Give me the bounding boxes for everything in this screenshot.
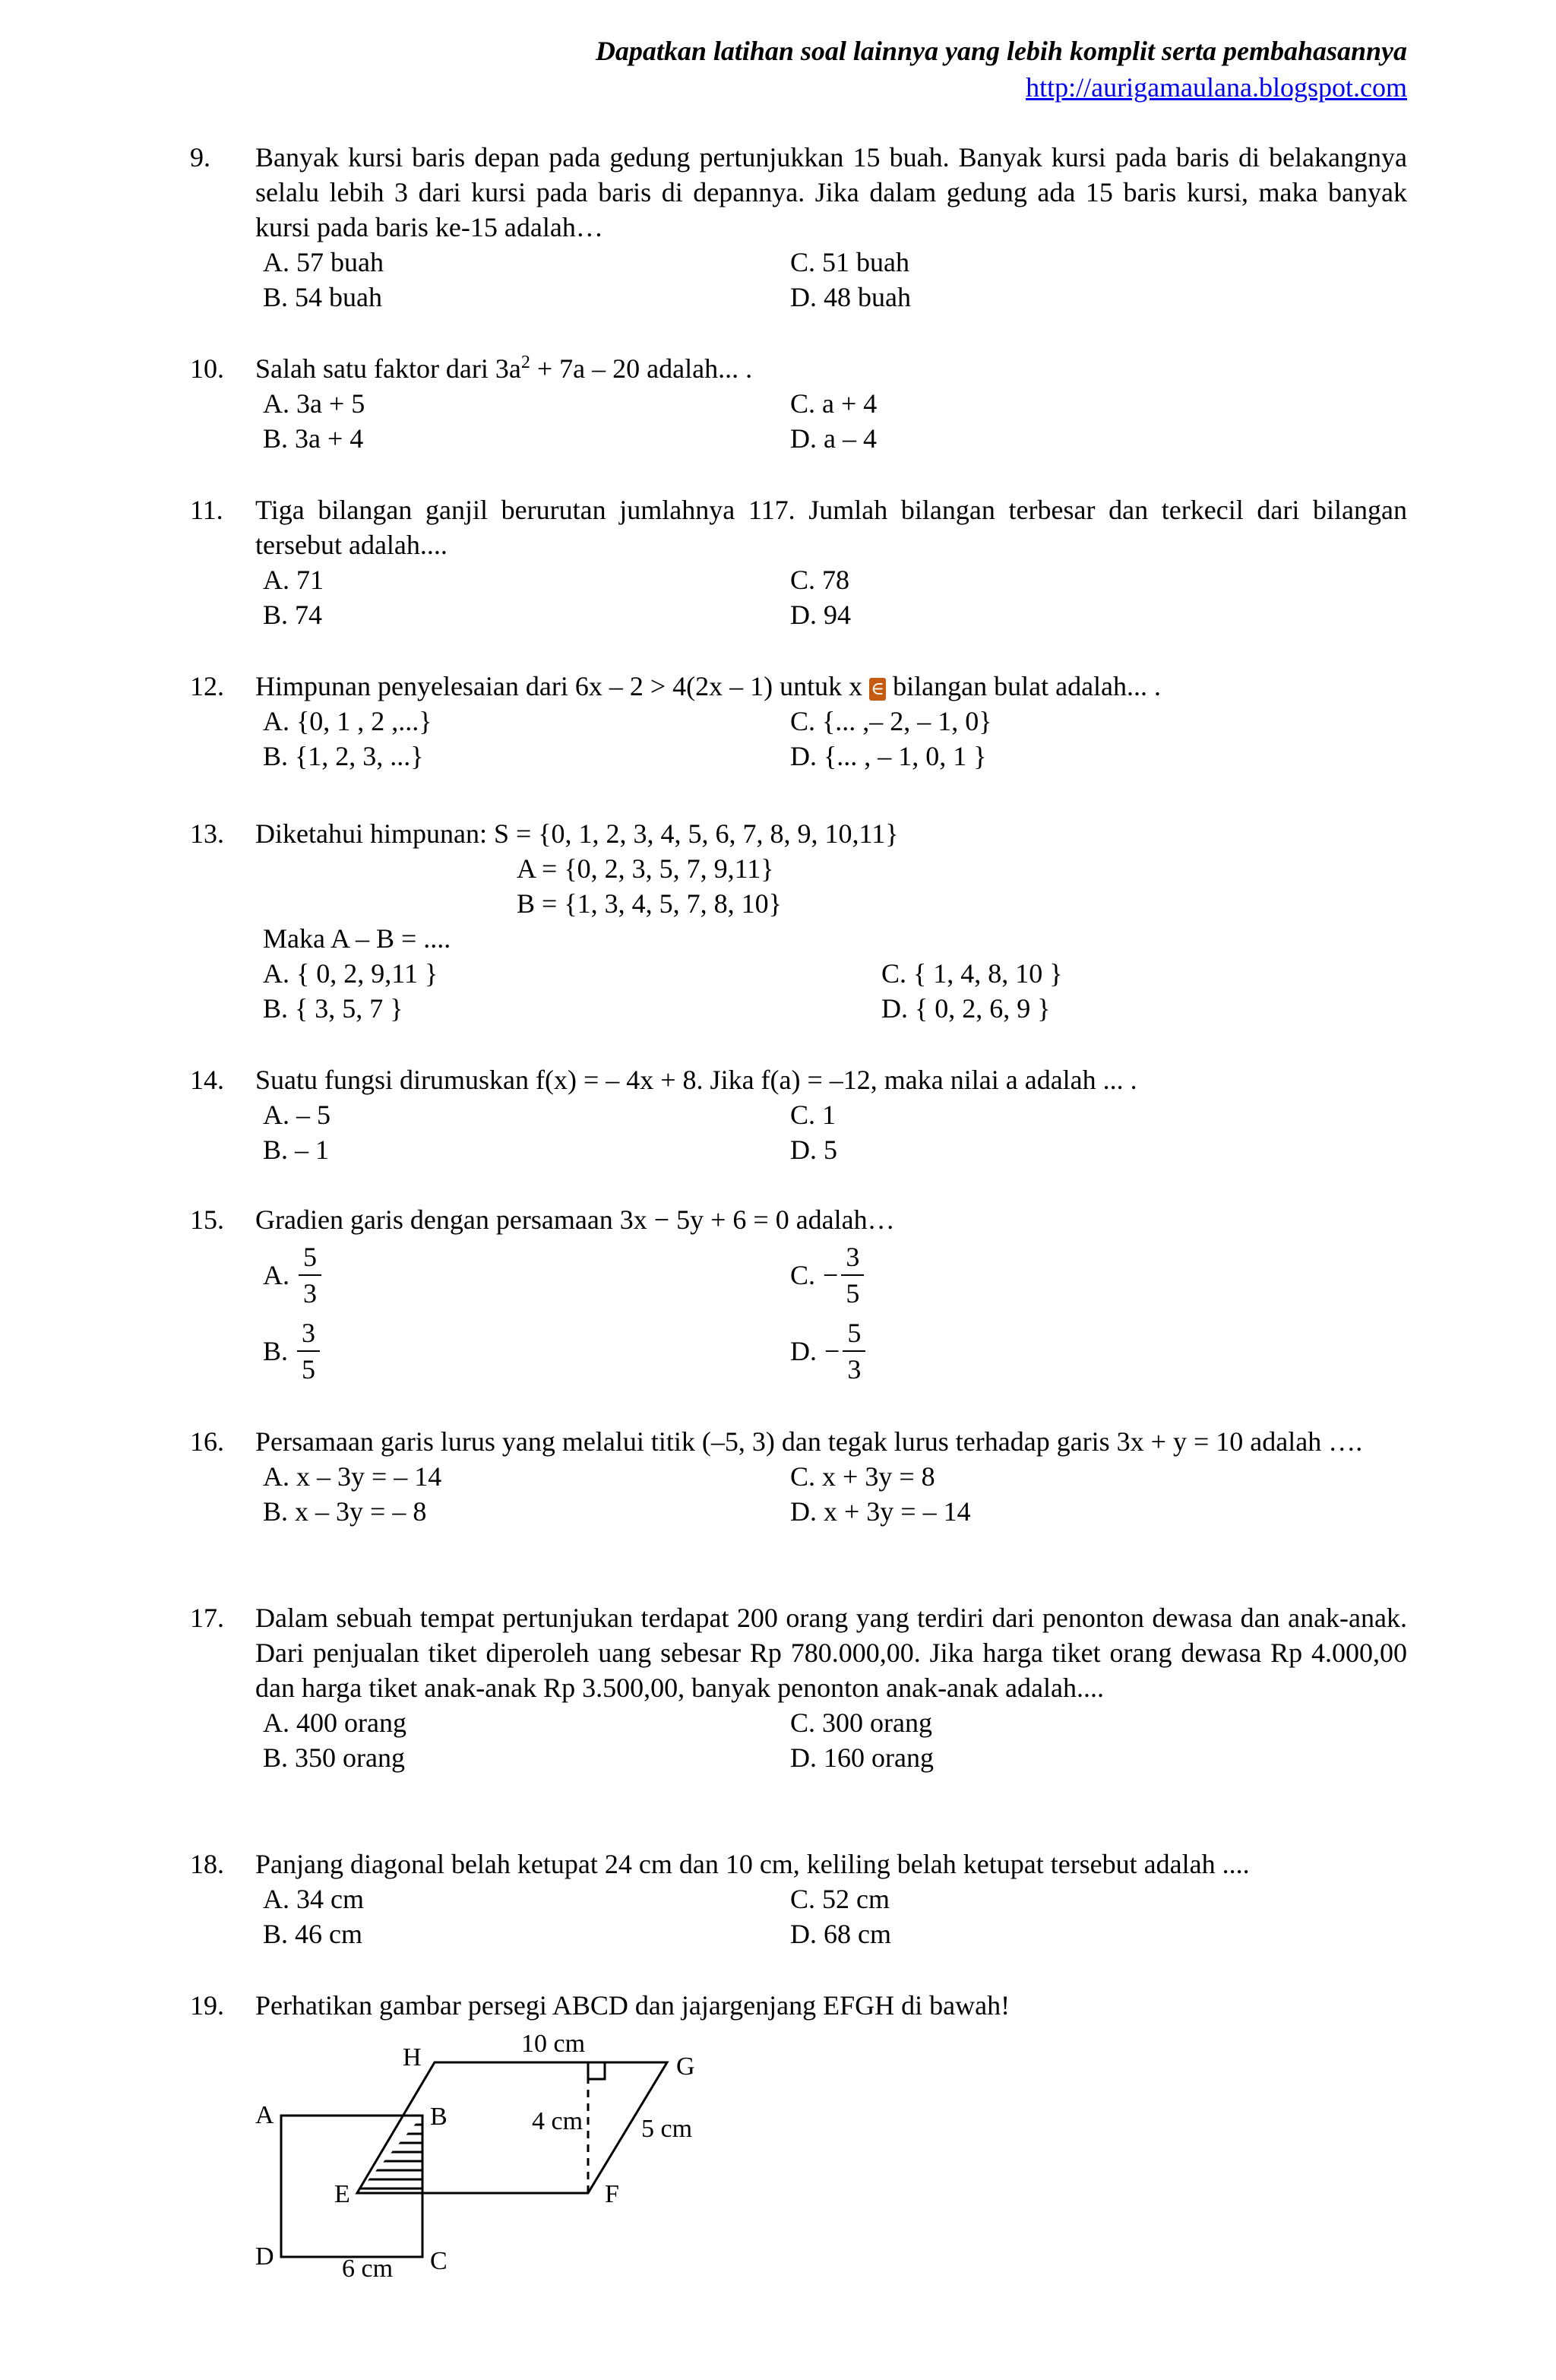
- option-label: C.: [790, 1260, 816, 1290]
- option-label: A.: [263, 1260, 289, 1290]
- header-title: Dapatkan latihan soal lainnya yang lebih komplit serta pembahasannya: [595, 36, 1407, 66]
- option-a[interactable]: A. 57 buah: [263, 247, 384, 277]
- option-d[interactable]: [790, 1313, 1322, 1389]
- question-text-end: bilangan bulat adalah... .: [893, 671, 1162, 701]
- question-12: [190, 669, 1407, 774]
- question-number: 17.: [190, 1603, 224, 1633]
- option-d[interactable]: D. {... , – 1, 0, 1 }: [790, 741, 987, 771]
- fraction: [843, 1315, 865, 1387]
- option-c[interactable]: C. a + 4: [790, 388, 878, 419]
- question-text-end: + 7a – 20 adalah... .: [530, 353, 753, 384]
- fraction: [299, 1239, 321, 1311]
- label-f: F: [605, 2180, 619, 2208]
- label-g: G: [676, 2052, 695, 2081]
- question-text-start: Salah satu faktor dari 3a: [255, 353, 521, 384]
- question-text: [255, 669, 1407, 704]
- options: [263, 562, 1407, 632]
- question-text: Perhatikan gambar persegi ABCD dan jajargenjang EFGH di bawah!: [255, 1990, 1010, 2021]
- label-h: H: [403, 2043, 422, 2071]
- question-number: 16.: [190, 1426, 224, 1457]
- option-a[interactable]: A. x – 3y = – 14: [263, 1461, 442, 1492]
- question-text: Panjang diagonal belah ketupat 24 cm dan 10 cm, keliling belah ketupat tersebut adalah ....: [255, 1849, 1250, 1879]
- question-text: Diketahui himpunan: S = {0, 1, 2, 3, 4, 5, 6, 7, 8, 9, 10,11}: [255, 818, 899, 849]
- fraction-denominator: 3: [847, 1354, 862, 1385]
- label-d: D: [255, 2242, 274, 2271]
- question-number: 19.: [190, 1990, 224, 2021]
- label-c: C: [430, 2247, 448, 2275]
- option-a[interactable]: [263, 1237, 790, 1313]
- question-number: 11.: [190, 495, 223, 525]
- option-label: B.: [263, 1336, 289, 1366]
- fraction-denominator: 3: [303, 1278, 317, 1309]
- question-number: 12.: [190, 671, 224, 701]
- option-a[interactable]: A. 71: [263, 565, 324, 595]
- set-b: B = {1, 3, 4, 5, 7, 8, 10}: [517, 888, 782, 919]
- option-sign: −: [824, 1336, 840, 1366]
- question-number: 15.: [190, 1204, 224, 1235]
- option-b[interactable]: B. 46 cm: [263, 1919, 362, 1949]
- options: [263, 1097, 1407, 1167]
- options: [263, 1459, 1407, 1529]
- option-b[interactable]: B. – 1: [263, 1135, 330, 1165]
- question-text: Persamaan garis lurus yang melalui titik (–5, 3) dan tegak lurus terhadap garis 3x + y = 10 adalah ….: [255, 1426, 1363, 1457]
- options: [263, 704, 1407, 774]
- dimension-height: 4 cm: [532, 2107, 584, 2135]
- fraction: [841, 1239, 864, 1311]
- fraction-denominator: 5: [846, 1278, 860, 1309]
- option-d[interactable]: D. 5: [790, 1135, 837, 1165]
- option-d[interactable]: D. 94: [790, 600, 851, 630]
- option-c[interactable]: C. { 1, 4, 8, 10 }: [881, 958, 1063, 989]
- option-a[interactable]: A. {0, 1 , 2 ,...}: [263, 706, 432, 736]
- parallelogram-efgh: [357, 2062, 667, 2193]
- square-abcd: [281, 2116, 422, 2257]
- set-a: A = {0, 2, 3, 5, 7, 9,11}: [517, 853, 774, 884]
- question-15: [190, 1202, 1407, 1389]
- option-c[interactable]: C. 51 buah: [790, 247, 909, 277]
- question-17: [190, 1600, 1407, 1775]
- label-a: A: [255, 2101, 274, 2129]
- option-a[interactable]: A. { 0, 2, 9,11 }: [263, 958, 438, 989]
- option-b[interactable]: B. { 3, 5, 7 }: [263, 993, 403, 1024]
- question-number: 10.: [190, 353, 224, 384]
- question-text: [255, 351, 1407, 386]
- option-a[interactable]: A. 400 orang: [263, 1707, 406, 1738]
- option-d[interactable]: D. 48 buah: [790, 282, 911, 312]
- question-text: Banyak kursi baris depan pada gedung pertunjukkan 15 buah. Banyak kursi pada baris di belakangnya selalu lebih 3 dari kursi pada baris di depannya. Jika dalam gedung ada 15 baris kursi, maka banyak kursi pada baris ke-15 adalah…: [255, 142, 1407, 242]
- dimension-top: 10 cm: [521, 2030, 586, 2058]
- right-angle-marker: [588, 2062, 605, 2079]
- option-b[interactable]: B. x – 3y = – 8: [263, 1496, 427, 1527]
- options: [263, 386, 1407, 456]
- hatched-region: [342, 2125, 425, 2189]
- question-16: [190, 1424, 1407, 1529]
- question-number: 13.: [190, 818, 224, 849]
- option-c[interactable]: C. 78: [790, 565, 850, 595]
- option-d[interactable]: D. { 0, 2, 6, 9 }: [881, 993, 1051, 1024]
- question-11: [190, 492, 1407, 632]
- option-b[interactable]: B. 54 buah: [263, 282, 382, 312]
- question-text: Gradien garis dengan persamaan 3x − 5y + 6 = 0 adalah…: [255, 1204, 895, 1235]
- option-d[interactable]: D. a – 4: [790, 423, 877, 454]
- fraction: [297, 1315, 320, 1387]
- option-label: D.: [790, 1336, 817, 1366]
- option-b[interactable]: [263, 1313, 790, 1389]
- question-number: 14.: [190, 1065, 224, 1095]
- header-link[interactable]: http://aurigamaulana.blogspot.com: [1026, 72, 1407, 103]
- option-b[interactable]: B. 3a + 4: [263, 423, 364, 454]
- question-9: [190, 140, 1407, 315]
- option-d[interactable]: D. x + 3y = – 14: [790, 1496, 971, 1527]
- question-19: [190, 1988, 1407, 2023]
- option-sign: −: [823, 1260, 839, 1290]
- exponent: 2: [520, 353, 530, 372]
- option-c[interactable]: C. 52 cm: [790, 1884, 890, 1914]
- option-d[interactable]: D. 68 cm: [790, 1919, 891, 1949]
- label-e: E: [334, 2180, 350, 2208]
- question-14: [190, 1062, 1407, 1167]
- option-c[interactable]: [790, 1237, 1322, 1313]
- label-b: B: [430, 2103, 448, 2131]
- question-10: [190, 351, 1407, 456]
- element-of-symbol: ∈: [869, 678, 886, 701]
- option-a[interactable]: A. – 5: [263, 1100, 330, 1130]
- question-13: [190, 816, 1407, 1026]
- question-text: Tiga bilangan ganjil berurutan jumlahnya 117. Jumlah bilangan terbesar dan terkecil dari bilangan tersebut adalah....: [255, 495, 1407, 560]
- question-text: Suatu fungsi dirumuskan f(x) = – 4x + 8. Jika f(a) = –12, maka nilai a adalah ... .: [255, 1065, 1137, 1095]
- option-c[interactable]: C. 1: [790, 1100, 837, 1130]
- options: [263, 245, 1407, 315]
- option-c[interactable]: C. 300 orang: [790, 1707, 932, 1738]
- options: [263, 1237, 1407, 1389]
- options: [263, 1882, 1407, 1951]
- question-text-start: Himpunan penyelesaian dari 6x – 2 > 4(2x – 1) untuk x: [255, 671, 863, 701]
- question-text: Dalam sebuah tempat pertunjukan terdapat 200 orang yang terdiri dari penonton dewasa dan anak-anak. Dari penjualan tiket diperoleh uang sebesar Rp 780.000,00. Jika harga tiket orang dewasa Rp 4.000,00 dan harga tiket anak-anak Rp 3.500,00, banyak penonton anak-anak adalah....: [255, 1603, 1407, 1703]
- option-c[interactable]: C. x + 3y = 8: [790, 1461, 935, 1492]
- fraction-numerator: 3: [297, 1315, 320, 1352]
- option-b[interactable]: B. {1, 2, 3, ...}: [263, 741, 424, 771]
- option-c[interactable]: C. {... ,– 2, – 1, 0}: [790, 706, 992, 736]
- question-number: 9.: [190, 142, 210, 172]
- question-18: [190, 1847, 1407, 1951]
- fraction-denominator: 5: [302, 1354, 316, 1385]
- option-a[interactable]: A. 3a + 5: [263, 388, 365, 419]
- question-number: 18.: [190, 1849, 224, 1879]
- fraction-numerator: 5: [299, 1239, 321, 1276]
- option-b[interactable]: B. 350 orang: [263, 1742, 405, 1773]
- question-prompt: Maka A – B = ....: [263, 923, 451, 954]
- dimension-side: 5 cm: [641, 2115, 693, 2143]
- option-b[interactable]: B. 74: [263, 600, 323, 630]
- fraction-numerator: 5: [843, 1315, 865, 1352]
- option-d[interactable]: D. 160 orang: [790, 1742, 934, 1773]
- options: [263, 1705, 1407, 1775]
- option-a[interactable]: A. 34 cm: [263, 1884, 364, 1914]
- dimension-bottom: 6 cm: [342, 2255, 394, 2283]
- options: [263, 956, 1407, 1026]
- fraction-numerator: 3: [841, 1239, 864, 1276]
